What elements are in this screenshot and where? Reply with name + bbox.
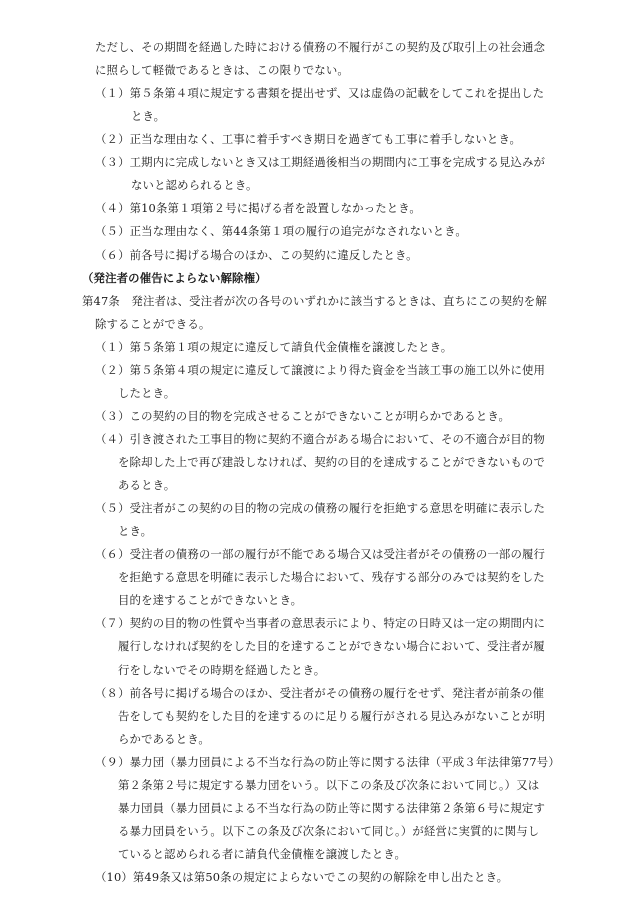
list-item: （２）第５条第４項の規定に違反して譲渡により得た資金を当該工事の施工以外に使用: [95, 363, 546, 377]
list-item-continuation: ないと認められるとき。: [131, 178, 258, 192]
list-item: （３）工期内に完成しないとき又は工期経過後相当の期間内に工事を完成する見込みが: [95, 155, 546, 169]
list-item: （２）正当な理由なく、工事に着手すべき期日を過ぎても工事に着手しないとき。: [95, 132, 522, 146]
list-item-continuation: とき。: [118, 524, 153, 538]
list-item: （７）契約の目的物の性質や当事者の意思表示により、特定の日時又は一定の期間内に: [95, 616, 546, 630]
list-item: （１）第５条第１項の規定に違反して請負代金債権を譲渡したとき。: [95, 340, 453, 354]
section-heading: （発注者の催告によらない解除権）: [82, 271, 267, 285]
list-item: （９）暴力団（暴力団員による不当な行為の防止等に関する法律（平成３年法律第77号）: [95, 755, 560, 769]
list-item: （３）この契約の目的物を完成させることができないことが明らかであるとき。: [95, 409, 511, 423]
article-text-line: 第47条 発注者は、受注者が次の各号のいずれかに該当するときは、直ちにこの契約を解: [82, 294, 547, 308]
list-item-continuation: らかであるとき。: [118, 732, 210, 746]
list-item: （５）正当な理由なく、第44条第１項の履行の追完がなされないとき。: [95, 224, 467, 238]
list-item-continuation: 第２条第２号に規定する暴力団をいう。以下この条及び次条において同じ。）又は: [118, 778, 540, 792]
list-item-continuation: とき。: [131, 109, 166, 123]
list-item: （10）第49条又は第50条の規定によらないでこの契約の解除を申し出たとき。: [95, 870, 509, 884]
list-item: （５）受注者がこの契約の目的物の完成の債務の履行を拒絶する意思を明確に表示した: [95, 501, 546, 515]
list-item-continuation: ていると認められる者に請負代金債権を譲渡したとき。: [118, 847, 407, 861]
intro-text-line: ただし、その期間を経過した時における債務の不履行がこの契約及び取引上の社会通念: [95, 40, 546, 54]
list-item-continuation: を除却した上で再び建設しなければ、契約の目的を達成することができないもので: [118, 455, 546, 469]
list-item: （４）第10条第１項第２号に掲げる者を設置しなかったとき。: [95, 201, 421, 215]
list-item: （６）前各号に掲げる場合のほか、この契約に違反したとき。: [95, 248, 418, 262]
list-item-continuation: 履行しなければ契約をした目的を達することができない場合において、受注者が履: [118, 639, 545, 653]
list-item-continuation: 行をしないでその時期を経過したとき。: [118, 663, 326, 677]
intro-text-line: に照らして軽微であるときは、この限りでない。: [95, 63, 349, 77]
list-item-continuation: 暴力団員（暴力団員による不当な行為の防止等に関する法律第２条第６号に規定す: [118, 801, 546, 815]
list-item-continuation: 目的を達することができないとき。: [118, 593, 303, 607]
list-item: （１）第５条第４項に規定する書類を提出せず、又は虚偽の記載をしてこれを提出した: [95, 86, 545, 100]
list-item-continuation: 告をしても契約をした目的を達するのに足りる履行がされる見込みがないことが明: [118, 709, 546, 723]
list-item-continuation: を拒絶する意思を明確に表示した場合において、残存する部分のみでは契約をした: [118, 570, 545, 584]
list-item: （６）受注者の債務の一部の履行が不能である場合又は受注者がその債務の一部の履行: [95, 547, 546, 561]
article-text-line: 除することができる。: [95, 317, 211, 331]
list-item: （４）引き渡された工事目的物に契約不適合がある場合において、その不適合が目的物: [95, 432, 545, 446]
list-item-continuation: したとき。: [118, 386, 176, 400]
list-item: （８）前各号に掲げる場合のほか、受注者がその債務の履行をせず、発注者が前条の催: [95, 686, 545, 700]
list-item-continuation: る暴力団員をいう。以下この条及び次条において同じ。）が経営に実質的に関与し: [118, 824, 540, 838]
list-item-continuation: あるとき。: [118, 478, 176, 492]
